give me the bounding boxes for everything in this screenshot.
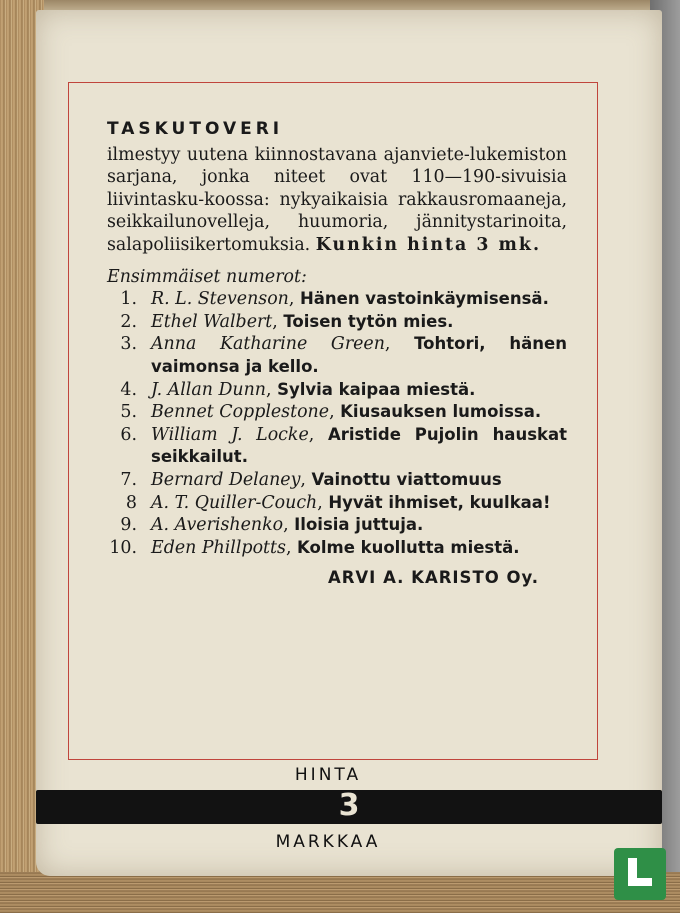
item-number: 6. [120,424,137,445]
list-item: 4. J. Allan Dunn, Sylvia kaipaa miestä. [107,379,567,402]
price-number: 3 [338,788,360,823]
item-author: Bernard Delaney [151,469,301,490]
list-item: 2. Ethel Walbert, Toisen tytön mies. [107,311,567,334]
item-number: 5. [120,402,137,423]
item-title: Toisen tytön mies. [283,311,454,331]
item-author: Anna Katharine Green [151,334,385,355]
black-price-band [36,790,662,824]
list-heading: Ensimmäiset numerot: [107,266,307,287]
list-item: 6. William J. Locke, Aristide Pujolin hauskat seikkailut. [107,424,567,469]
list-item: 8 A. T. Quiller-Couch, Hyvät ihmiset, kuulkaa! [107,492,567,515]
list-item: 9. A. Averishenko, Iloisia juttuja. [107,514,567,537]
series-title: TASKUTOVERI [107,119,284,139]
publisher-name: ARVI A. KARISTO Oy. [327,568,539,588]
description-text: ilmestyy uutena kiinnostavana ajanviete-lukemiston sarjana, jonka niteet ovat 110—190-sivuisia liivintasku-koossa: nykyaikaisia rakkausromaaneja, seikkailunovelleja, huumoria, jännitystarinoita, salapoliisikertomuksia. [107,144,567,255]
list-item: 7. Bernard Delaney, Vainottu viattomuus [107,469,567,492]
site-logo-icon [614,848,666,900]
item-author: J. Allan Dunn [151,379,266,400]
book-list [107,288,567,559]
item-title: Vainottu viattomuus [311,469,502,489]
item-number: 1. [120,289,137,310]
item-number: 10. [109,537,137,558]
price-note: Kunkin hinta 3 mk. [315,234,542,255]
item-number: 7. [120,469,137,490]
item-number: 9. [120,515,137,536]
book-page-edges-bottom [0,872,680,913]
price-label-bottom: MARKKAA [275,832,381,852]
list-item: 5. Bennet Copplestone, Kiusauksen lumoissa. [107,401,567,424]
item-title: Sylvia kaipaa miestä. [277,379,476,399]
series-description [107,144,567,257]
item-author: Bennet Copplestone [151,402,330,423]
item-author: A. Averishenko [151,515,284,536]
item-title: Hyvät ihmiset, kuulkaa! [328,492,551,512]
item-title: Aristide Pujolin hauskat seikkailut. [151,424,568,467]
item-title: Tohtori, hänen vaimonsa ja kello. [151,334,567,376]
item-title: Iloisia juttuja. [294,515,424,535]
item-author: Eden Phillpotts [151,537,286,558]
item-title: Hänen vastoinkäymisensä. [299,289,549,309]
item-number: 3. [120,334,137,355]
item-title: Kolme kuollutta miestä. [297,537,520,557]
price-label-top: HINTA [294,765,362,785]
list-item: 10. Eden Phillpotts, Kolme kuollutta miestä. [107,537,567,560]
item-title: Kiusauksen lumoissa. [340,402,542,422]
cover-text-block [107,118,567,590]
item-author: Ethel Walbert [151,311,273,332]
item-author: A. T. Quiller-Couch [151,492,318,513]
item-number: 8 [125,492,137,513]
item-number: 4. [120,379,137,400]
list-item: 3. Anna Katharine Green, Tohtori, hänen vaimonsa ja kello. [107,333,567,378]
list-item: 1. R. L. Stevenson, Hänen vastoinkäymisensä. [107,288,567,311]
item-author: William J. Locke [151,424,309,445]
item-number: 2. [120,311,137,332]
item-author: R. L. Stevenson [151,289,289,310]
